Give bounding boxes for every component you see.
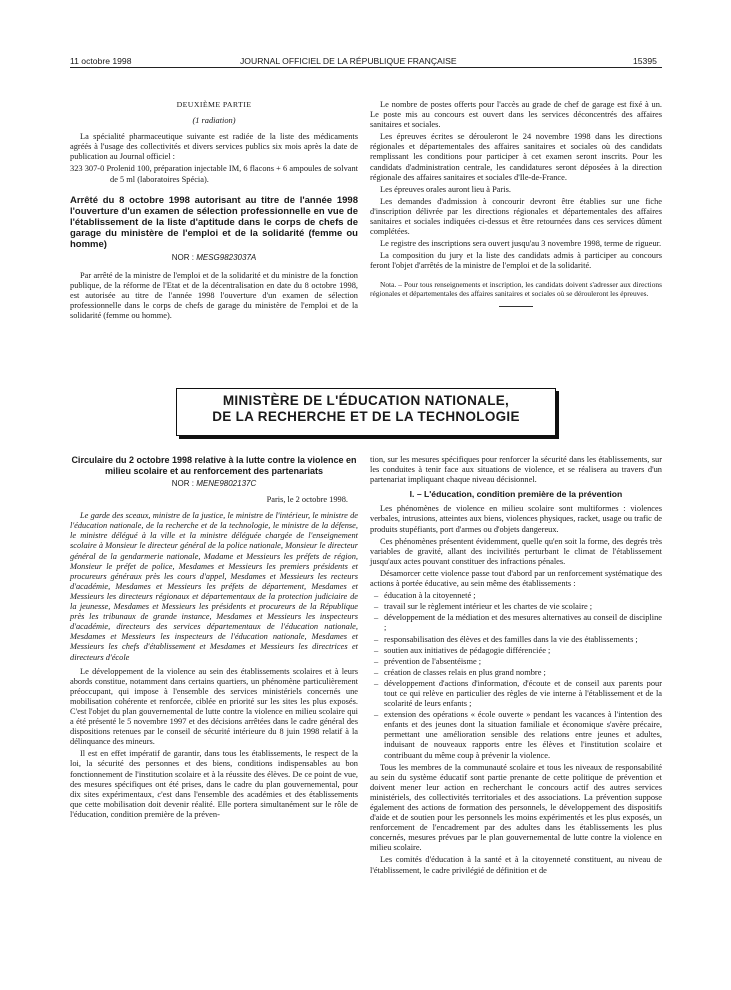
product-entry: 323 307-0 Prolenid 100, préparation injectable IM, 6 flacons + 6 ampoules de solvant de 5 ml (laboratoires Spécia). [70, 164, 358, 184]
arrete-text: Par arrêté de la ministre de l'emploi et de la solidarité et du ministre de la fonction publique, de la réforme de l'Etat et de la décentralisation en date du 8 octobre 1998, est autorisée au titre de l'année 1998 l'ouverture d'un examen de sélection professionnelle dans le corps de chefs de garage du ministère de l'emploi et de la solidarité (femme ou homme). [70, 270, 358, 321]
section-1-title: I. – L'éducation, condition première de la prévention [409, 489, 623, 500]
arrete-nor [70, 253, 358, 263]
radiation-count: (1 radiation) [192, 116, 236, 126]
arrete-title: Arrêté du 8 octobre 1998 autorisant au titre de l'année 1998 l'ouverture d'un examen de sélection professionnelle en vue de l'établissement de la liste d'aptitude dans le corps de chefs de garage du ministère de l'emploi et de la solidarité (femme ou homme) [70, 194, 358, 250]
circulaire-continuation: tion, sur les mesures spécifiques pour renforcer la sécurité dans les établissements, sur les conduites à tenir face aux situations de violence, et se réalisera au travers d'un partenariat impliquant chaque niveau décisionnel. [370, 455, 662, 485]
left-column-top [70, 100, 358, 323]
ministry-heading-box [176, 388, 556, 436]
right-column-bottom [370, 455, 662, 878]
section-paragraph-2: Ces phénomènes présentent évidemment, quelle qu'en soit la forme, des degrés très variables de gravité, allant des incivilités perturbant le climat de l'établissement jusqu'aux actes pouvant constituer des infractions pénales. [370, 536, 662, 566]
section-paragraph-1: Les phénomènes de violence en milieu scolaire sont multiformes : violences verbales, intrusions, atteintes aux biens, violences physiques, racket, usage ou trafic de produits stupéfiants, port d'armes ou d'objets dangereux. [370, 504, 662, 534]
section-paragraph-5: Les comités d'éducation à la santé et à la citoyenneté constituent, au niveau de l'établissement, le cadre privilégié de définition et de [370, 855, 662, 875]
part-heading: DEUXIÈME PARTIE [176, 100, 252, 109]
list-item: – soutien aux initiatives de pédagogie différenciée ; [384, 646, 662, 656]
right-paragraph-3: Les épreuves orales auront lieu à Paris. [380, 184, 511, 194]
circ-nor-label: NOR : [171, 479, 194, 488]
circulaire-title: Circulaire du 2 octobre 1998 relative à la lutte contre la violence en milieu scolaire et au renforcement des partenariats [71, 455, 357, 476]
right-paragraph-6: La composition du jury et la liste des candidats admis à participer au concours feront l'objet d'arrêtés de la ministre de l'emploi et de la solidarité. [370, 251, 662, 271]
list-item: – développement d'actions d'information, d'écoute et de conseil aux parents pour tout ce qui relève en particulier des règles de vie interne à l'établissement et de la scolarité de leurs enfants ; [384, 679, 662, 709]
nor-code: MESG9823037A [196, 252, 257, 262]
date-place: Paris, le 2 octobre 1998. [266, 495, 348, 505]
header-page-number: 15395 [633, 56, 657, 66]
right-column-top [370, 100, 662, 315]
list-item: – éducation à la citoyenneté ; [384, 591, 662, 601]
nor-label: NOR : [171, 252, 194, 262]
list-item: – développement de la médiation et des mesures alternatives au conseil de discipline ; [384, 613, 662, 633]
ministry-line-2: DE LA RECHERCHE ET DE LA TECHNOLOGIE [212, 409, 520, 424]
right-paragraph-4: Les demandes d'admission à concourir devront être établies sur une fiche d'inscription délivrée par les directions régionales et départementales des affaires sanitaires et sociales indiquées ci-dessus et être retournées dans ces services dûment complétées. [370, 196, 662, 237]
header-journal-title: JOURNAL OFFICIEL DE LA RÉPUBLIQUE FRANÇAISE [240, 56, 457, 66]
measures-list [370, 591, 662, 761]
list-item: – extension des opérations « école ouverte » pendant les vacances à l'intention des enfants et des jeunes dont la situation familiale et économique s'avère précaire, permettant une amélioration sensible des relations entre jeunes et adultes, induisant de nouveaux rapports entre les élèves et l'institution scolaire et contribuant du même coup à prévenir la violence. [384, 710, 662, 760]
end-rule [499, 306, 533, 307]
section-paragraph-4: Tous les membres de la communauté scolaire et tous les niveaux de responsabilité au sein du système éducatif sont partie prenante de cette politique de prévention et doivent mener leur action en recherchant le concours actif des autres services ministériels, des collectivités territoriales et des associations. La prévention suppose également des actions de formation des personnels, le développement des dispositifs d'aide et de soutien pour les personnels les moins expérimentés et les plus exposés, un renforcement de l'encadrement par des adultes dans les établissements les plus concernés, mesures prévues par le plan gouvernemental de lutte contre la violence en milieu scolaire. [370, 762, 662, 853]
section-paragraph-3: Désamorcer cette violence passe tout d'abord par un renforcement systématique des actions à portée éducative, au sein même des établissements : [370, 568, 662, 589]
addressees: Le garde des sceaux, ministre de la justice, le ministre de l'intérieur, le ministre de l'éducation nationale, de la recherche et de la technologie, le ministre de la défense, le ministre délégué à la ville et la ministre déléguée chargée de l'enseignement scolaire à Monsieur le directeur général de la police nationale, Monsieur le directeur général de la gendarmerie nationale, Madame et Messieurs les préfets de région, Monsieur le préfet de police, Mesdames et Messieurs les premiers présidents et procureurs généraux près les cours d'appel, Mesdames et Messieurs les recteurs d'académie, Mesdames et Messieurs les préfets de département, Mesdames et Messieurs les directeurs régionaux et départementaux de la protection judiciaire de la jeunesse, Mesdames et Messieurs les présidents et procureurs de la République près les tribunaux de grande instance, Mesdames et Messieurs les inspecteurs d'académie, directeurs des services départementaux de l'éducation nationale, Mesdames et Messieurs les inspecteurs de l'éducation nationale, Mesdames et Messieurs les chefs d'établissement et Mesdames et Messieurs les directrices et directeurs d'école [70, 511, 358, 662]
circulaire-paragraph-2: Il est en effet impératif de garantir, dans tous les établissements, le respect de la loi, la sécurité des personnes et des biens, conditions indispensables au bon fonctionnement de l'institution scolaire et à la réussite des élèves. De ce point de vue, des mesures spécifiques ont été prises, dans le cadre du plan gouvernemental, pour dix sites expérimentaux, c'est dans l'ensemble des académies et des établissements que cette mobilisation doit devenir réalité. Elle portera simultanément sur le rôle de l'éducation, condition première de la préven- [70, 749, 358, 819]
right-paragraph-1: Le nombre de postes offerts pour l'accès au grade de chef de garage est fixé à un. Le poste mis au concours est ouvert dans les services déconcentrés des affaires sanitaires et sociales. [370, 100, 662, 130]
note: Nota. – Pour tous renseignements et inscription, les candidats doivent s'adresser aux directions régionales et départementales des affaires sanitaires et sociales où se dérouleront les épreuves. [370, 279, 662, 298]
header-rule [70, 67, 662, 68]
list-item: – création de classes relais en plus grand nombre ; [384, 668, 662, 678]
header-date: 11 octobre 1998 [70, 56, 132, 66]
circ-nor-code: MENE9802137C [196, 479, 257, 488]
ministry-line-1: MINISTÈRE DE L'ÉDUCATION NATIONALE, [222, 393, 510, 408]
radiation-text: La spécialité pharmaceutique suivante est radiée de la liste des médicaments agréés à l'usage des collectivités et divers services publics six mois après la date de publication au Journal officiel : [70, 132, 358, 162]
left-column-bottom [70, 455, 358, 822]
list-item: – responsabilisation des élèves et des familles dans la vie des établissements ; [384, 635, 662, 645]
right-paragraph-5: Le registre des inscriptions sera ouvert jusqu'au 3 novembre 1998, terme de rigueur. [380, 239, 662, 249]
list-item: – prévention de l'absentéisme ; [384, 657, 662, 667]
list-item: – travail sur le règlement intérieur et les chartes de vie scolaire ; [384, 602, 662, 612]
right-paragraph-2: Les épreuves écrites se dérouleront le 24 novembre 1998 dans les directions régionales et départementales des affaires sanitaires et sociales où des candidats remplissant les conditions pour participer à cet examen seront inscrits. Pour les candidats d'administration centrale, les candidatures seront déposées à la direction régionale des affaires sanitaires et sociales d'Ile-de-France. [370, 132, 662, 182]
circulaire-nor [70, 479, 358, 489]
circulaire-paragraph-1: Le développement de la violence au sein des établissements scolaires et à leurs abords constitue, notamment dans certains quartiers, un phénomène particulièrement préoccupant, qui impose à l'ensemble des services ministériels concernés une mobilisation cohérente et renforcée, ciblée en priorité sur les sites les plus exposés. C'est l'objet du plan gouvernemental de lutte contre la violence en milieu scolaire qui a été présenté le 5 novembre 1997 et des décisions arrêtées dans le cadre général des dispositions retenues par le conseil de sécurité intérieure du 8 juin 1998 relatif à la délinquance des mineurs. [70, 666, 358, 747]
